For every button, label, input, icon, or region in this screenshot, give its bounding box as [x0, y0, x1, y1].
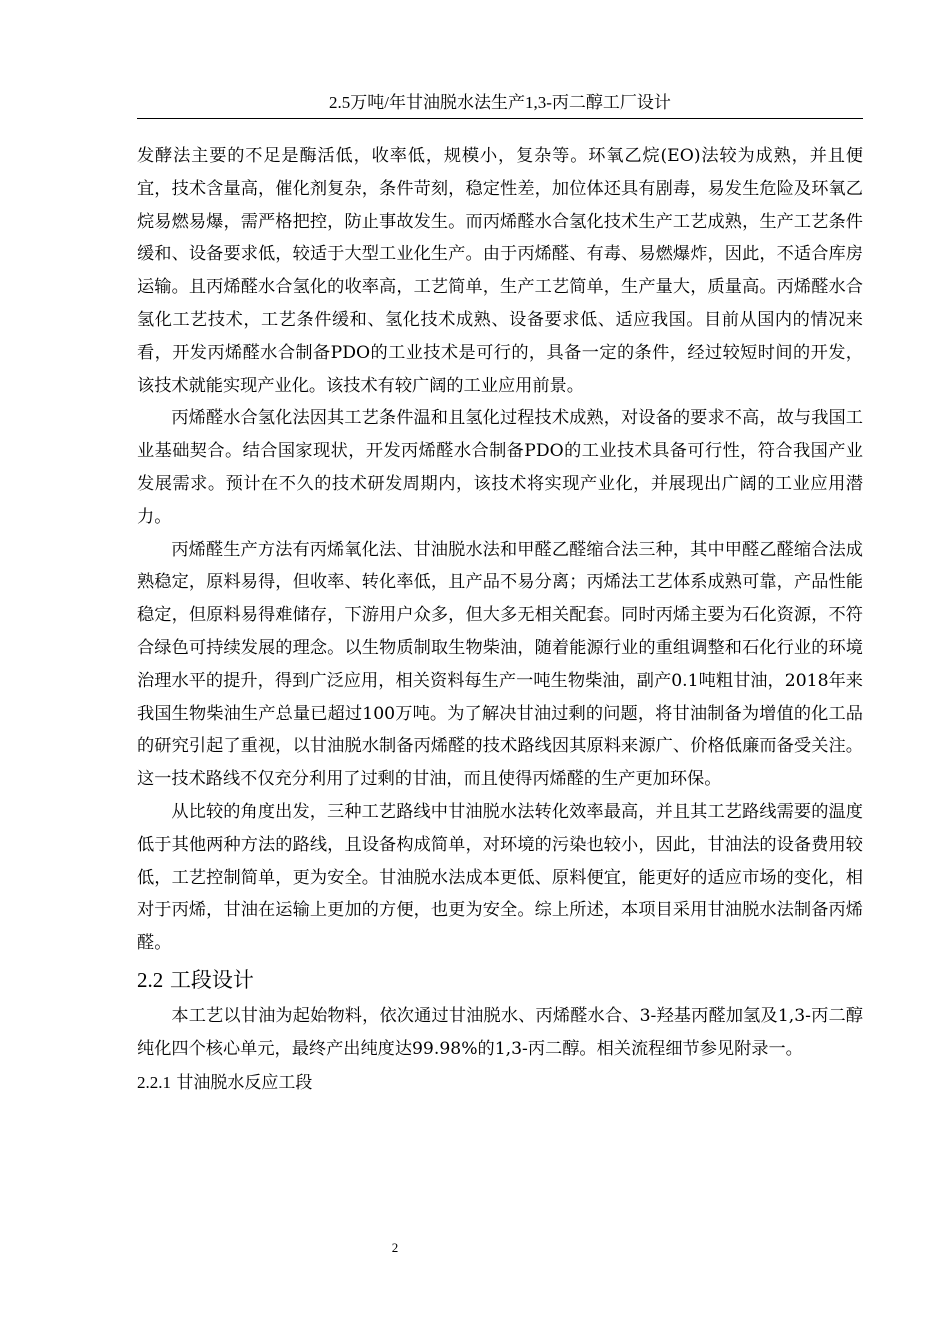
paragraph: 丙烯醛生产方法有丙烯氧化法、甘油脱水法和甲醛乙醛缩合法三种，其中甲醛乙醛缩合法成熟稳定，原料易得，但收率、转化率低，且产品不易分离；丙烯法工艺体系成熟可靠，产品性能稳定，但原料易得难储存，下游用户众多，但大多无相关配套。同时丙烯主要为石化资源，不符合绿色可持续发展的理念。以生物质制取生物柴油，随着能源行业的重组调整和石化行业的环境治理水平的提升，得到广泛应用，相关资料每生产一吨生物柴油，副产0.1吨粗甘油，2018年来我国生物柴油生产总量已超过100万吨。为了解决甘油过剩的问题，将甘油制备为增值的化工品的研究引起了重视，以甘油脱水制备丙烯醛的技术路线因其原料来源广、价格低廉而备受关注。这一技术路线不仅充分利用了过剩的甘油，而且使得丙烯醛的生产更加环保。 [137, 539, 863, 790]
subsection-title: 甘油脱水反应工段 [176, 1072, 313, 1093]
paragraph: 丙烯醛水合氢化法因其工艺条件温和且氢化过程技术成熟，对设备的要求不高，故与我国工业基础契合。结合国家现状，开发丙烯醛水合制备PDO的工业技术具备可行性，符合我国产业发展需求。预计在不久的技术研发周期内，该技术将实现产业化，并展现出广阔的工业应用潜力。 [137, 408, 863, 527]
section-heading [137, 960, 863, 1000]
page-number: 2 [391, 1240, 399, 1255]
document-body [137, 140, 863, 1100]
section-title: 工段设计 [169, 967, 254, 992]
section-number: 2.2 [137, 967, 164, 992]
running-header: 2.5万吨/年甘油脱水法生产1,3-丙二醇工厂设计 [329, 93, 671, 112]
header-divider [137, 118, 863, 119]
paragraph: 本工艺以甘油为起始物料，依次通过甘油脱水、丙烯醛水合、3-羟基丙醛加氢及1,3-丙二醇纯化四个核心单元，最终产出纯度达99.98%的1,3-丙二醇。相关流程细节参见附录一。 [137, 1005, 863, 1059]
subsection-heading [137, 1066, 863, 1100]
subsection-number: 2.2.1 [137, 1072, 171, 1092]
paragraph: 从比较的角度出发，三种工艺路线中甘油脱水法转化效率最高，并且其工艺路线需要的温度低于其他两种方法的路线，且设备构成简单，对环境的污染也较小，因此，甘油法的设备费用较低，工艺控制简单，更为安全。甘油脱水法成本更低、原料便宜，能更好的适应市场的变化，相对于丙烯，甘油在运输上更加的方便，也更为安全。综上所述，本项目采用甘油脱水法制备丙烯醛。 [137, 801, 863, 954]
paragraph: 发酵法主要的不足是酶活低，收率低，规模小，复杂等。环氧乙烷(EO)法较为成熟，并且便宜，技术含量高，催化剂复杂，条件苛刻，稳定性差，加位体还具有剧毒，易发生危险及环氧乙烷易燃易爆，需严格把控，防止事故发生。而丙烯醛水合氢化技术生产工艺成熟，生产工艺条件缓和、设备要求低，较适于大型工业化生产。由于丙烯醛、有毒、易燃爆炸，因此，不适合库房运输。且丙烯醛水合氢化的收率高，工艺简单，生产工艺简单，生产量大，质量高。丙烯醛水合氢化工艺技术，工艺条件缓和、氢化技术成熟、设备要求低、适应我国。目前从国内的情况来看，开发丙烯醛水合制备PDO的工业技术是可行的，具备一定的条件，经过较短时间的开发，该技术就能实现产业化。该技术有较广阔的工业应用前景。 [137, 146, 863, 396]
